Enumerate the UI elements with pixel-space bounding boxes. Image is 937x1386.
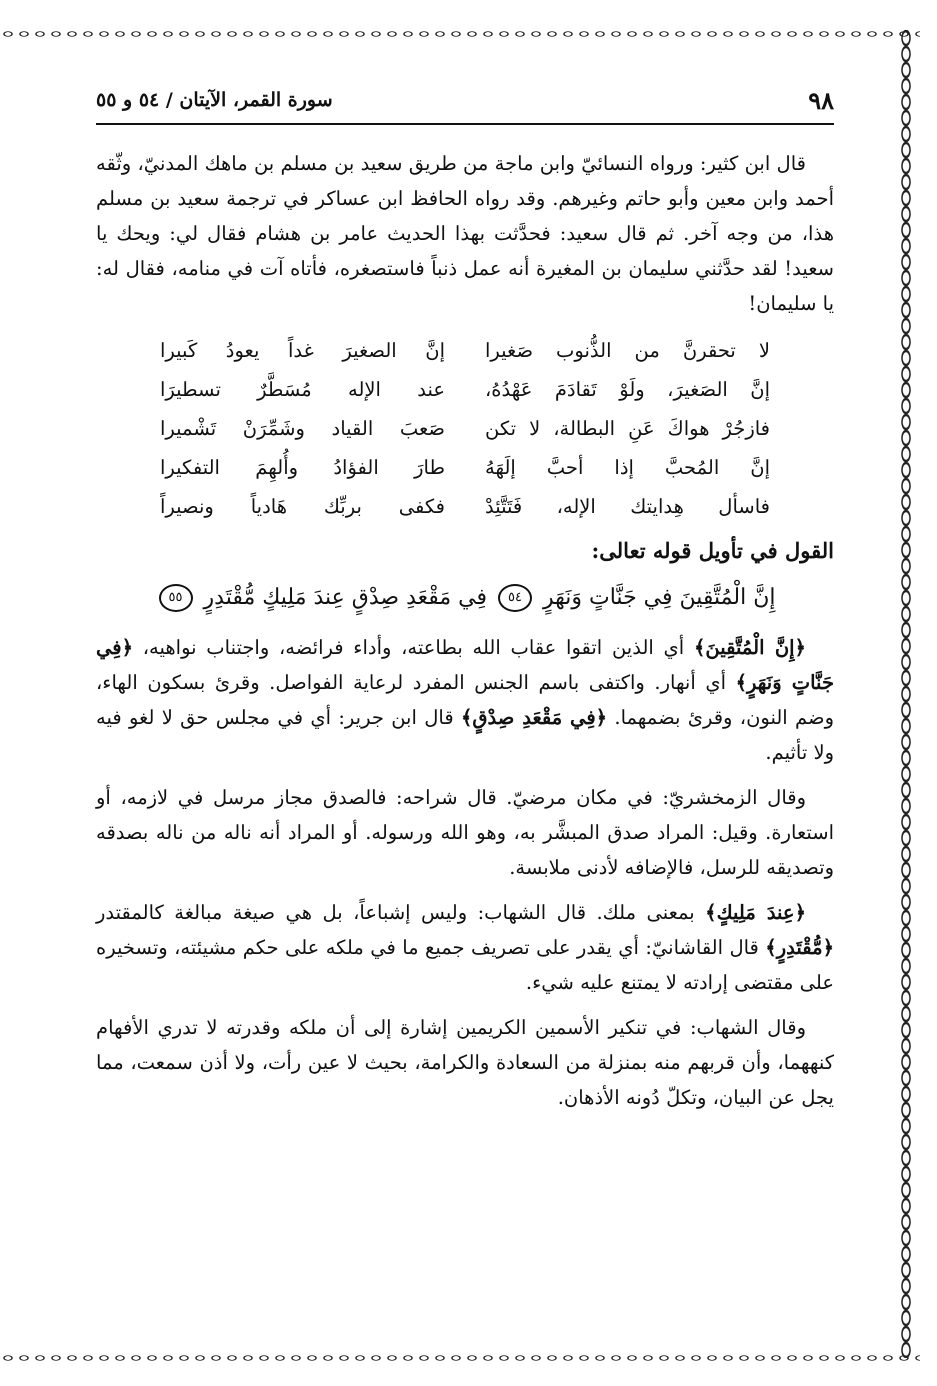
- page-body: [96, 146, 834, 1125]
- poem-line-5-right: فاسأل هِدايتك الإله، فَتَتَّئِدْ: [485, 495, 770, 518]
- commentary-text: بمعنى ملك. قال الشهاب: وليس إشباعاً، بل هي صيغة مبالغة كالمقتدر: [96, 901, 706, 924]
- commentary-text: قال القاشانيّ: أي يقدر على تصريف جميع ما في ملكه على حكم مشيئته، وتسخيره على مقتضى إرادته لا يمتنع عليه شيء.: [96, 936, 834, 994]
- ayah-number-marker: ٥٥: [159, 584, 193, 612]
- header-rule: [96, 123, 834, 125]
- poem-line-1-left: إنَّ الصغيرَ غداً يعودُ كَبيرا: [160, 339, 445, 362]
- poem-line-1-right: لا تحقرنَّ من الذُّنوب صَغيرا: [485, 339, 770, 362]
- poem-line-5-left: فكفى بربِّك هَادياً ونصيراً: [160, 495, 445, 518]
- quoted-verse: ﴿عِندَ مَلِيكٍ﴾: [705, 901, 806, 924]
- quoted-verse: ﴿إِنَّ الْمُتَّقِينَ﴾: [693, 636, 806, 659]
- decorative-border-bottom: [0, 1350, 920, 1366]
- commentary-text: أي الذين اتقوا عقاب الله بطاعته، وأداء فرائضه، واجتناب نواهيه،: [133, 636, 694, 659]
- poem-line-4-right: إنَّ المُحبَّ إذا أحبَّ إلَهَهُ: [485, 456, 770, 479]
- verse-part-2: فِي مَقْعَدِ صِدْقٍ عِندَ مَلِيكٍ مُّقْتَدِرٍ: [203, 585, 487, 610]
- ayah-number-marker: ٥٤: [498, 584, 532, 612]
- section-heading: القول في تأويل قوله تعالى:: [591, 538, 834, 563]
- commentary-paragraph-4: وقال الشهاب: في تنكير الأسمين الكريمين إشارة إلى أن ملكه وقدرته لا تدري الأفهام كنههما، وأن قربهم منه بمنزلة من السعادة والكرامة، بحيث لا عين رأت، ولا أذن سمعت، مما يجل عن البيان، وتكلّ دُونه الأذهان.: [96, 1016, 834, 1109]
- commentary-paragraph-1: [96, 630, 834, 770]
- quran-verse: [96, 574, 834, 622]
- commentary-paragraph-3: [96, 895, 834, 1000]
- decorative-border-right: [898, 30, 914, 1358]
- poem-line-2-left: عند الإله مُسَطَّرٌ تسطيرَا: [160, 378, 445, 401]
- decorative-border-top: [0, 26, 920, 42]
- quoted-verse: ﴿فِي جَنَّاتٍ وَنَهَرٍ﴾: [96, 636, 835, 694]
- poem-line-4-left: طارَ الفؤادُ وأُلهِمَ التفكيرا: [160, 456, 445, 479]
- verse-part-1: إِنَّ الْمُتَّقِينَ فِي جَنَّاتٍ وَنَهَرٍ: [543, 585, 776, 610]
- poem-line-3-left: صَعبَ القياد وشَمِّرَنْ تَشْميرا: [160, 417, 445, 440]
- commentary-text: أي أنهار. واكتفى باسم الجنس المفرد لرعاية الفواصل. وقرئ بسكون الهاء، وضم النون، وقرئ بضمهما.: [96, 671, 834, 729]
- intro-paragraph: قال ابن كثير: ورواه النسائيّ وابن ماجة من طريق سعيد بن مسلم بن ماهك المدنيّ، وثّقه أحمد وابن معين وأبو حاتم وغيرهم. وقد رواه الحافظ ابن عساكر في ترجمة سعيد بن مسلم هذا، من وجه آخر. ثم قال سعيد: فحدَّثت بهذا الحديث عامر بن هشام فقال لي: ويحك يا سعيد! لقد حدَّثني سليمان بن المغيرة أنه عمل ذنباً فاستصغره، فأتاه آت في منامه، فقال له: يا سليمان!: [96, 152, 834, 315]
- commentary-paragraph-2: وقال الزمخشريّ: في مكان مرضيّ. قال شراحه: فالصدق مجاز مرسل في لازمه، أو استعارة. وقيل: المراد صدق المبشَّر به، وهو الله ورسوله. أو المراد أنه ناله من ناله بصدقه وتصديقه للرسل، فالإضافه لأدنى ملابسة.: [96, 786, 834, 879]
- quoted-verse: ﴿فِي مَقْعَدِ صِدْقٍ﴾: [460, 706, 608, 729]
- running-title: سورة القمر، الآيتان / ٥٤ و ٥٥: [96, 89, 333, 111]
- poem-line-2-right: إنَّ الصَغيرَ، ولَوْ تَقادَمَ عَهْدُهُ،: [485, 378, 770, 401]
- page-header: [96, 78, 834, 122]
- poem: [160, 331, 770, 526]
- commentary-text: قال ابن جرير: أي في مجلس حق لا لغو فيه ولا تأثيم.: [96, 706, 834, 764]
- page-number: ٩٨: [808, 85, 834, 115]
- quoted-verse: ﴿مُّقْتَدِرٍ﴾: [765, 936, 834, 959]
- poem-line-3-right: فازجُرْ هواكَ عَنِ البطالة، لا تكن: [485, 417, 770, 440]
